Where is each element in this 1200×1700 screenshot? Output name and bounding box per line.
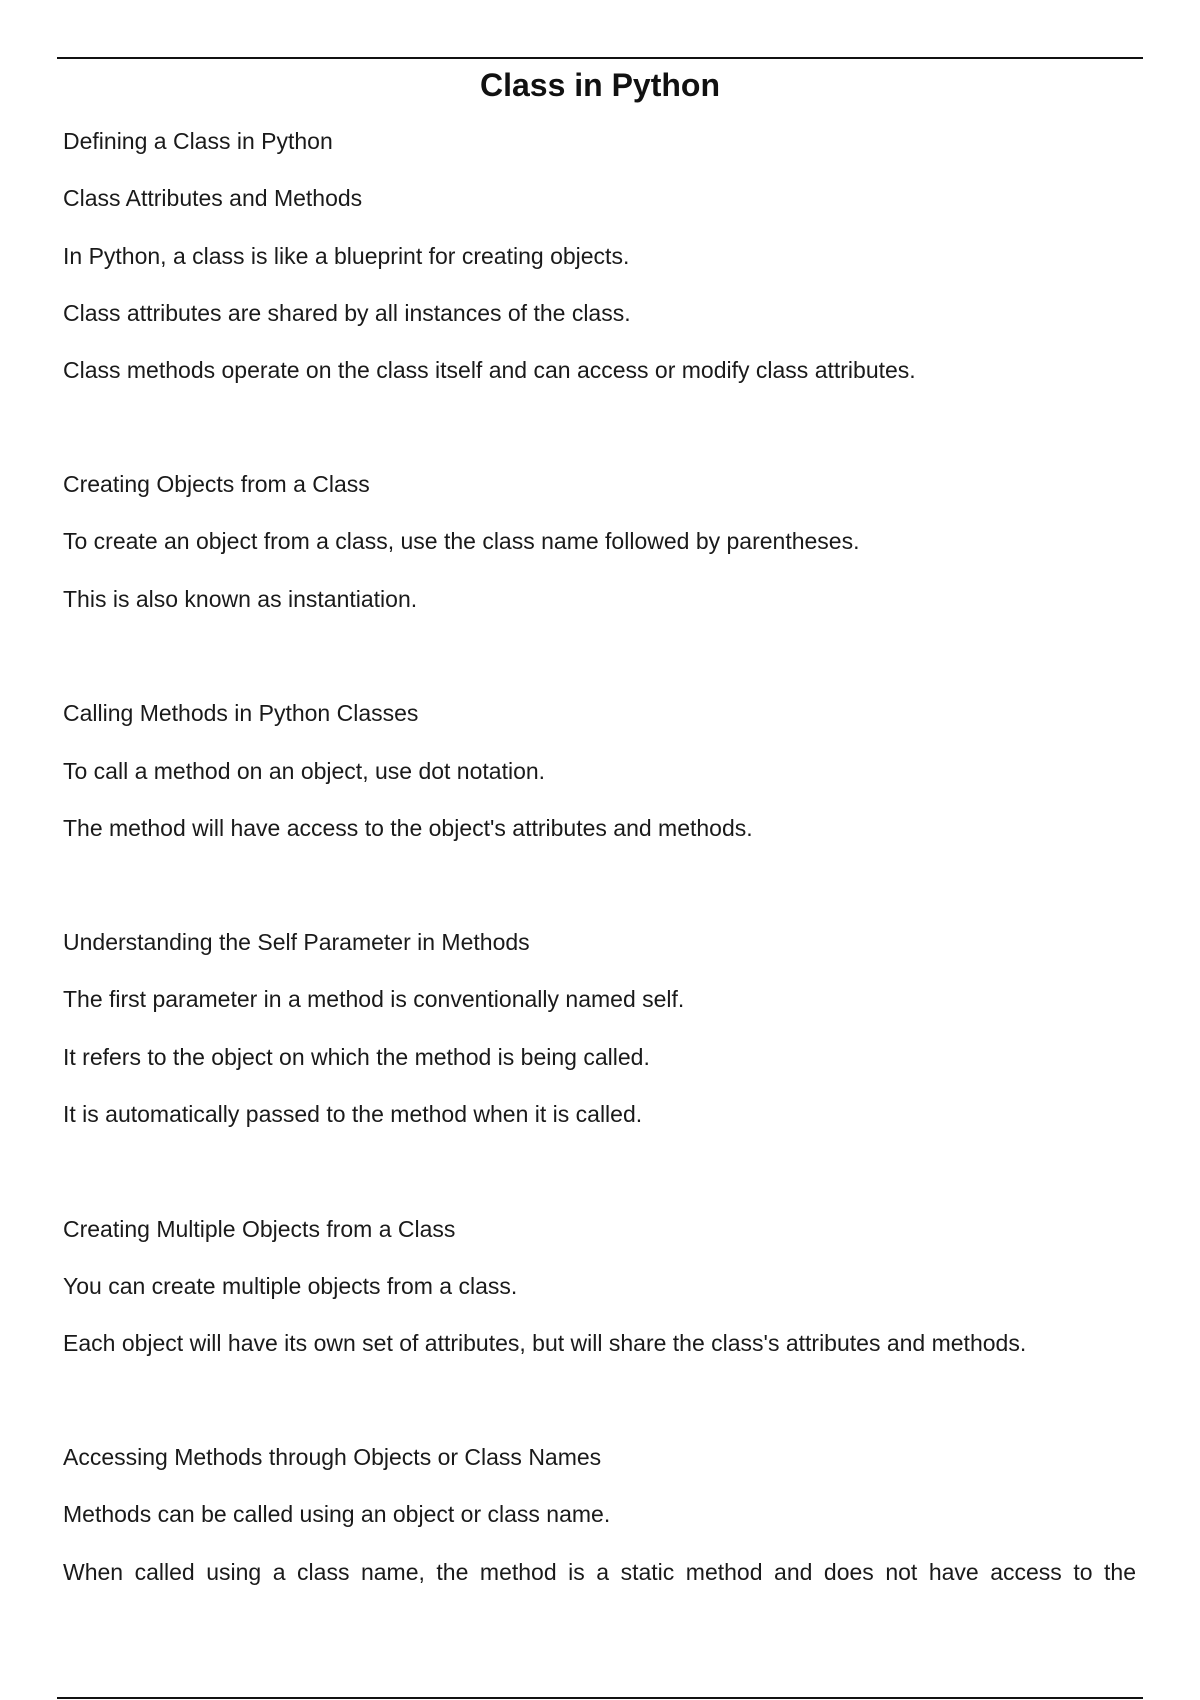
body-text: When called using a class name, the method is a static method and does not have access to the xyxy=(63,1559,1136,1585)
section-heading: Understanding the Self Parameter in Methods xyxy=(63,929,530,955)
body-text: The first parameter in a method is conventionally named self. xyxy=(63,986,685,1012)
body-text: The method will have access to the object's attributes and methods. xyxy=(63,815,753,841)
section-heading: Class Attributes and Methods xyxy=(63,185,363,211)
section-heading: Creating Multiple Objects from a Class xyxy=(63,1216,456,1242)
body-text: Each object will have its own set of attributes, but will share the class's attributes and methods. xyxy=(63,1330,1027,1356)
body-text: You can create multiple objects from a class. xyxy=(63,1273,518,1299)
body-text: Class methods operate on the class itself and can access or modify class attributes. xyxy=(63,357,916,383)
section-heading: Defining a Class in Python xyxy=(63,128,333,154)
top-rule xyxy=(57,57,1143,59)
page-title: Class in Python xyxy=(479,67,721,103)
body-text: It is automatically passed to the method when it is called. xyxy=(63,1101,643,1127)
body-text: To create an object from a class, use the class name followed by parentheses. xyxy=(63,528,860,554)
body-text: Class attributes are shared by all instances of the class. xyxy=(63,300,631,326)
body-text: In Python, a class is like a blueprint for creating objects. xyxy=(63,243,630,269)
body-text: This is also known as instantiation. xyxy=(63,586,418,612)
section-heading: Accessing Methods through Objects or Class Names xyxy=(63,1444,602,1470)
body-text: Methods can be called using an object or class name. xyxy=(63,1501,611,1527)
section-heading: Creating Objects from a Class xyxy=(63,471,370,497)
body-text: It refers to the object on which the method is being called. xyxy=(63,1044,650,1070)
body-text: To call a method on an object, use dot notation. xyxy=(63,758,546,784)
bottom-rule xyxy=(57,1697,1143,1699)
section-heading: Calling Methods in Python Classes xyxy=(63,700,419,726)
